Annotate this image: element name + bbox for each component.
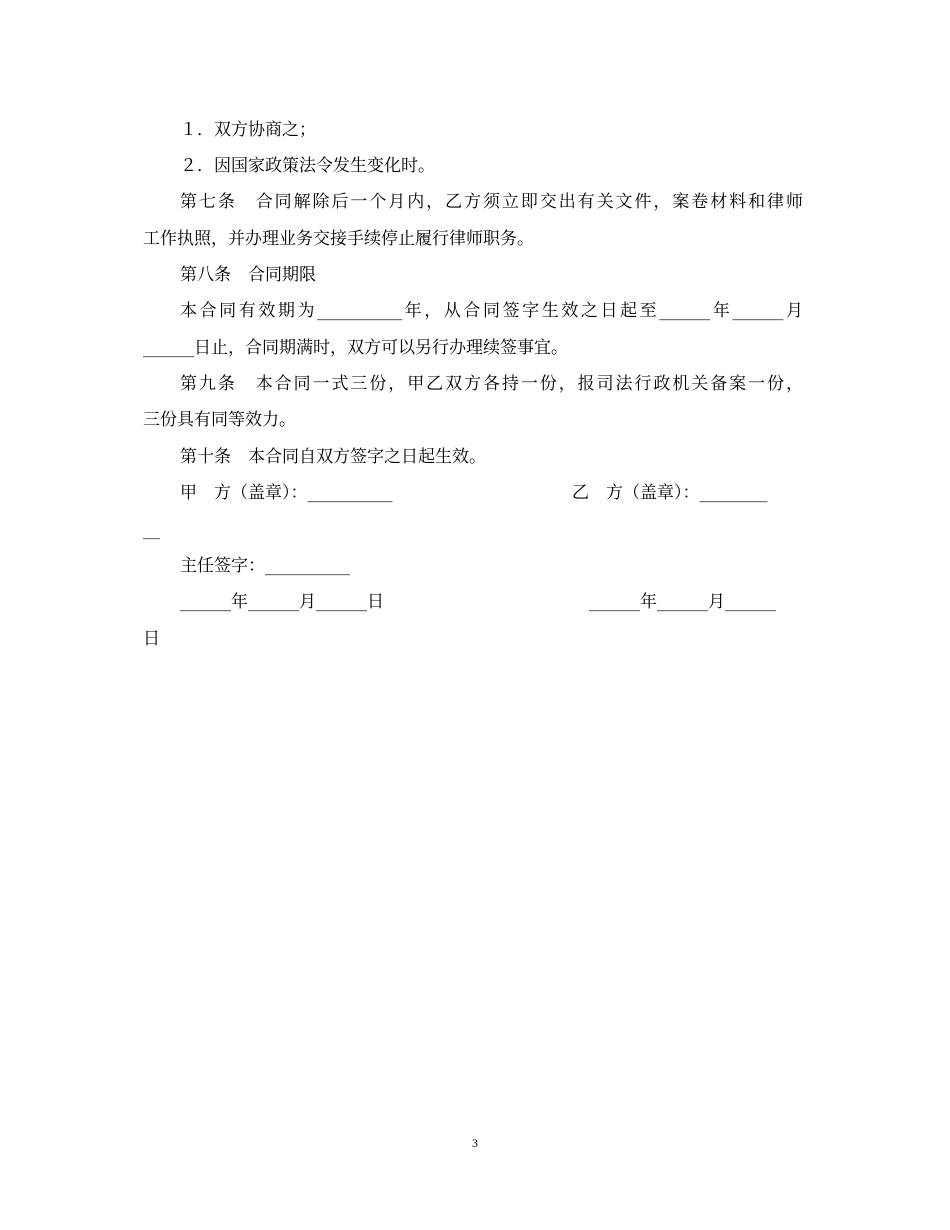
item-1: １．双方协商之； [180, 120, 316, 140]
party-a-seal: 甲 方（盖章）：__________ [180, 483, 393, 503]
article-9-line-2: 三份具有同等效力。 [143, 410, 296, 430]
page-number: 3 [472, 1136, 478, 1150]
date-right-continued: 日 [143, 629, 160, 649]
article-7-line-2: 工作执照，并办理业务交接手续停止履行律师职务。 [143, 229, 534, 249]
director-signature: 主任签字：__________ [180, 556, 350, 576]
date-right: ______年______月______ [589, 592, 776, 612]
party-b-seal: 乙 方（盖章）：________ [572, 483, 768, 503]
article-7-line-1: 第七条 合同解除后一个月内，乙方须立即交出有关文件，案卷材料和律师 [180, 192, 803, 212]
date-left: ______年______月______日 [180, 592, 384, 612]
article-10: 第十条 本合同自双方签字之日起生效。 [180, 447, 486, 467]
article-8-line-2: ______日止，合同期满时，双方可以另行办理续签事宜。 [143, 338, 568, 358]
item-2: ２．因国家政策法令发生变化时。 [180, 156, 435, 176]
party-b-seal-continued: __ [143, 520, 160, 540]
article-8-title: 第八条 合同期限 [180, 265, 316, 285]
article-9-line-1: 第九条 本合同一式三份，甲乙双方各持一份，报司法行政机关备案一份， [180, 374, 803, 394]
article-8-line-1: 本合同有效期为__________年，从合同签字生效之日起至______年______月 [180, 301, 803, 321]
